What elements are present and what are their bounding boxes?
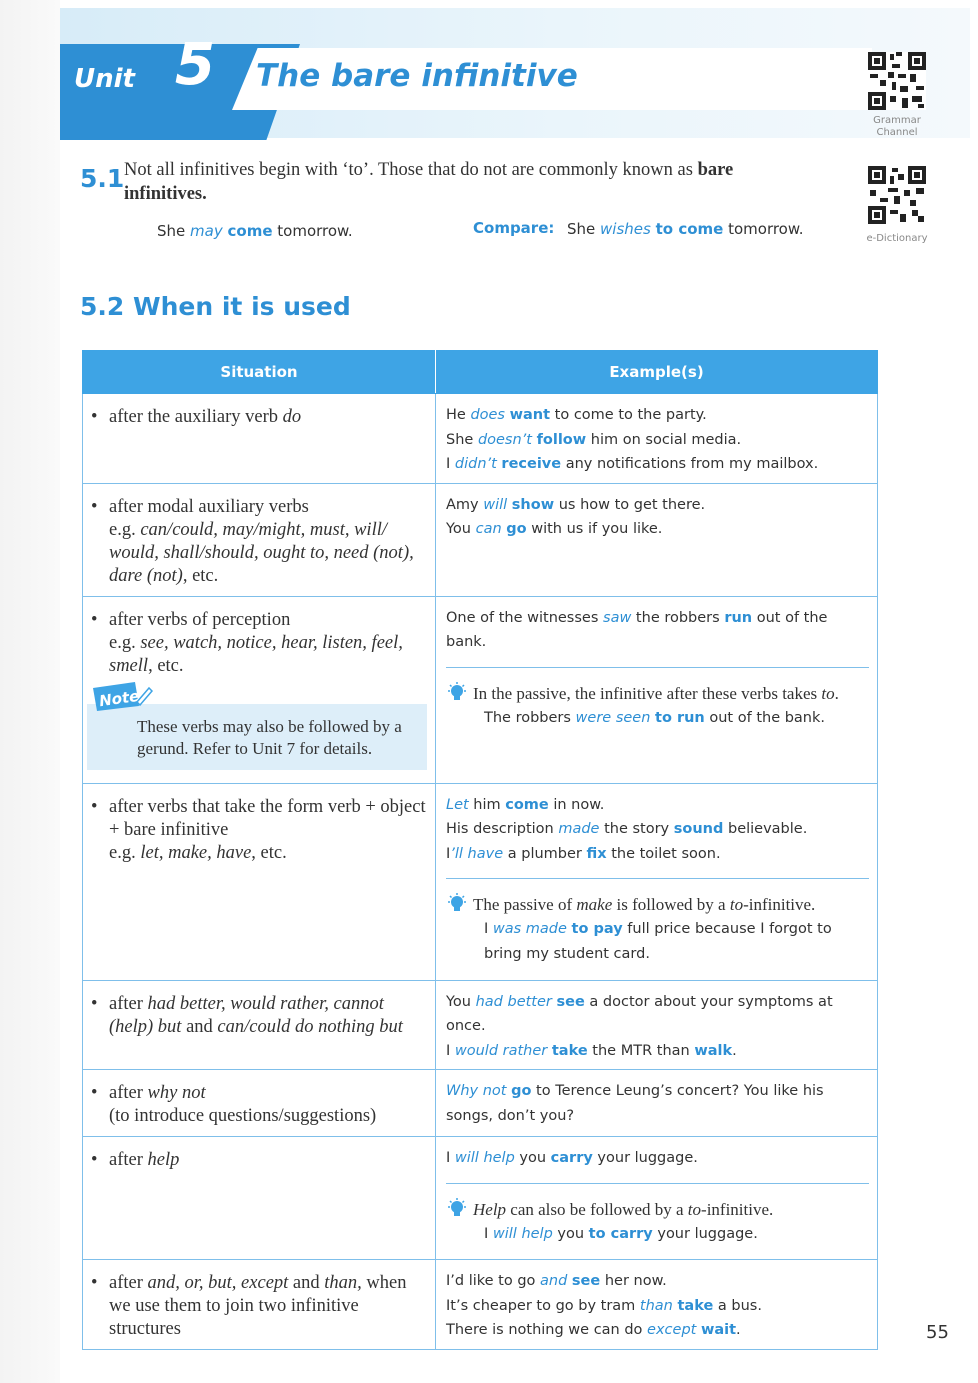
intro-text: Not all infinitives begin with ‘to’. Those that do not are commonly known as xyxy=(124,160,698,180)
situation-part: after the auxiliary verb xyxy=(109,407,283,427)
situation-text: • after why not (to introduce questions/suggestions) xyxy=(91,1083,377,1126)
examples-cell xyxy=(436,980,878,1070)
unit-title: The bare infinitive xyxy=(256,58,578,94)
example-text: tomorrow. xyxy=(723,220,804,238)
situation-cell xyxy=(83,483,436,596)
situation-cell xyxy=(83,783,436,980)
examples-cell xyxy=(436,1070,878,1137)
example-sentence: Why not go to Terence Leung’s concert? You like his songs, don’t you? xyxy=(446,1083,824,1124)
table-row xyxy=(83,1260,878,1350)
qr-label-line: Grammar xyxy=(873,115,921,126)
intro-example xyxy=(157,222,353,240)
note-tag-label: Note xyxy=(98,686,141,710)
situation-text: • after modal auxiliary verbs e.g. can/could, may/might, must, will/ would, shall/should, ought to, need (not), dare (not), etc. xyxy=(91,496,414,586)
qr-code-icon[interactable] xyxy=(868,52,926,110)
column-header-examples: Example(s) xyxy=(436,351,878,394)
column-header-situation: Situation xyxy=(83,351,436,394)
compare-example xyxy=(567,220,804,238)
note-tag-icon xyxy=(91,680,153,712)
lightbulb-icon xyxy=(446,893,468,913)
example-verb: wishes xyxy=(600,220,651,238)
qr-label-e-dictionary xyxy=(852,233,942,245)
table-header-row xyxy=(83,351,878,394)
situation-text: • after had better, would rather, cannot (help) but and can/could do nothing but xyxy=(91,993,403,1037)
situation-text: • after and, or, but, except and than, when we use them to join two infinitive structures xyxy=(91,1273,407,1339)
table-row xyxy=(83,483,878,596)
section-5-1-intro xyxy=(124,158,814,206)
example-sentence: Amy will show us how to get there. xyxy=(446,496,706,513)
tip-block xyxy=(446,1183,869,1247)
example-sentence: She doesn’t follow him on social media. xyxy=(446,431,742,448)
example-modal: may xyxy=(190,222,223,240)
tip-block xyxy=(446,878,869,966)
example-sentence: You can go with us if you like. xyxy=(446,521,663,537)
situation-cell xyxy=(83,1260,436,1350)
qr-code-icon[interactable] xyxy=(868,166,926,224)
section-number-5-2: 5.2 xyxy=(80,292,125,321)
section-heading-5-2 xyxy=(80,292,351,321)
example-sentence: You had better see a doctor about your symptoms at once. xyxy=(446,993,833,1034)
tip-text: The passive of make is followed by a to-infinitive. xyxy=(446,893,869,917)
tip-example: The robbers were seen to run out of the bank. xyxy=(484,709,826,726)
examples-cell xyxy=(436,1260,878,1350)
note-box xyxy=(87,686,427,770)
example-sentence: One of the witnesses saw the robbers run out of the bank. xyxy=(446,609,828,650)
lightbulb-icon xyxy=(446,682,468,702)
situation-text: • after help xyxy=(91,1150,180,1170)
tip-text: Help can also be followed by a to-infinitive. xyxy=(446,1198,869,1222)
tip-example: I will help you to carry your luggage. xyxy=(484,1225,758,1242)
qr-label-grammar-channel xyxy=(852,115,942,139)
example-sentence: It’s cheaper to go by tram than take a bus. xyxy=(446,1297,762,1314)
usage-table xyxy=(82,350,878,1350)
qr-label-line: Channel xyxy=(876,127,918,138)
examples-cell xyxy=(436,394,878,484)
table-row xyxy=(83,394,878,484)
example-text: She xyxy=(567,220,601,238)
example-text: She xyxy=(157,222,191,240)
unit-label: Unit xyxy=(74,64,135,94)
tip-block xyxy=(446,667,869,731)
situation-cell xyxy=(83,1137,436,1260)
lightbulb-icon xyxy=(446,1198,468,1218)
example-sentence: I would rather take the MTR than walk. xyxy=(446,1042,737,1059)
section-number-5-1: 5.1 xyxy=(80,164,125,193)
situation-text: • after verbs of perception e.g. see, watch, notice, hear, listen, feel, smell, etc. Note These verbs may also be followed by a gerund. Refer to Unit 7 for details. xyxy=(83,597,435,778)
situation-cell xyxy=(83,596,436,783)
page-number: 55 xyxy=(926,1322,949,1343)
qr-label-line: e-Dictionary xyxy=(866,233,928,244)
table-row xyxy=(83,783,878,980)
example-sentence: His description made the story sound believable. xyxy=(446,821,808,837)
situation-text: • after verbs that take the form verb + object + bare infinitive e.g. let, make, have, etc. xyxy=(91,796,426,863)
situation-cell xyxy=(83,1070,436,1137)
example-text: tomorrow. xyxy=(272,222,353,240)
example-sentence: I didn’t receive any notifications from my mailbox. xyxy=(446,456,819,472)
unit-number: 5 xyxy=(174,30,216,98)
examples-cell xyxy=(436,483,878,596)
page-edge xyxy=(0,0,60,1383)
example-sentence: I’d like to go and see her now. xyxy=(446,1273,667,1289)
example-sentence: I’ll have a plumber fix the toilet soon. xyxy=(446,845,721,862)
tip-text: In the passive, the infinitive after these verbs takes to. xyxy=(446,682,869,706)
table-row xyxy=(83,1070,878,1137)
situation-text: • after the auxiliary verb do xyxy=(91,407,302,427)
tip-example: I was made to pay full price because I forgot to bring my student card. xyxy=(484,921,832,962)
example-sentence: Let him come in now. xyxy=(446,796,605,813)
table-row xyxy=(83,1137,878,1260)
table-row xyxy=(83,980,878,1070)
compare-label: Compare: xyxy=(473,219,555,237)
examples-cell xyxy=(436,783,878,980)
example-bare-infinitive: come xyxy=(227,222,273,240)
intro-bold-term: bare infinitives. xyxy=(124,160,734,204)
section-title: When it is used xyxy=(133,292,351,321)
example-sentence: He does want to come to the party. xyxy=(446,407,707,423)
example-to-infinitive: to come xyxy=(655,220,724,238)
note-text: These verbs may also be followed by a gerund. Refer to Unit 7 for details. xyxy=(137,716,402,758)
situation-part: do xyxy=(282,407,302,427)
table-row xyxy=(83,596,878,783)
examples-cell xyxy=(436,596,878,783)
examples-cell xyxy=(436,1137,878,1260)
example-sentence: I will help you carry your luggage. xyxy=(446,1150,698,1166)
situation-cell xyxy=(83,980,436,1070)
situation-cell xyxy=(83,394,436,484)
example-sentence: There is nothing we can do except wait. xyxy=(446,1322,741,1338)
